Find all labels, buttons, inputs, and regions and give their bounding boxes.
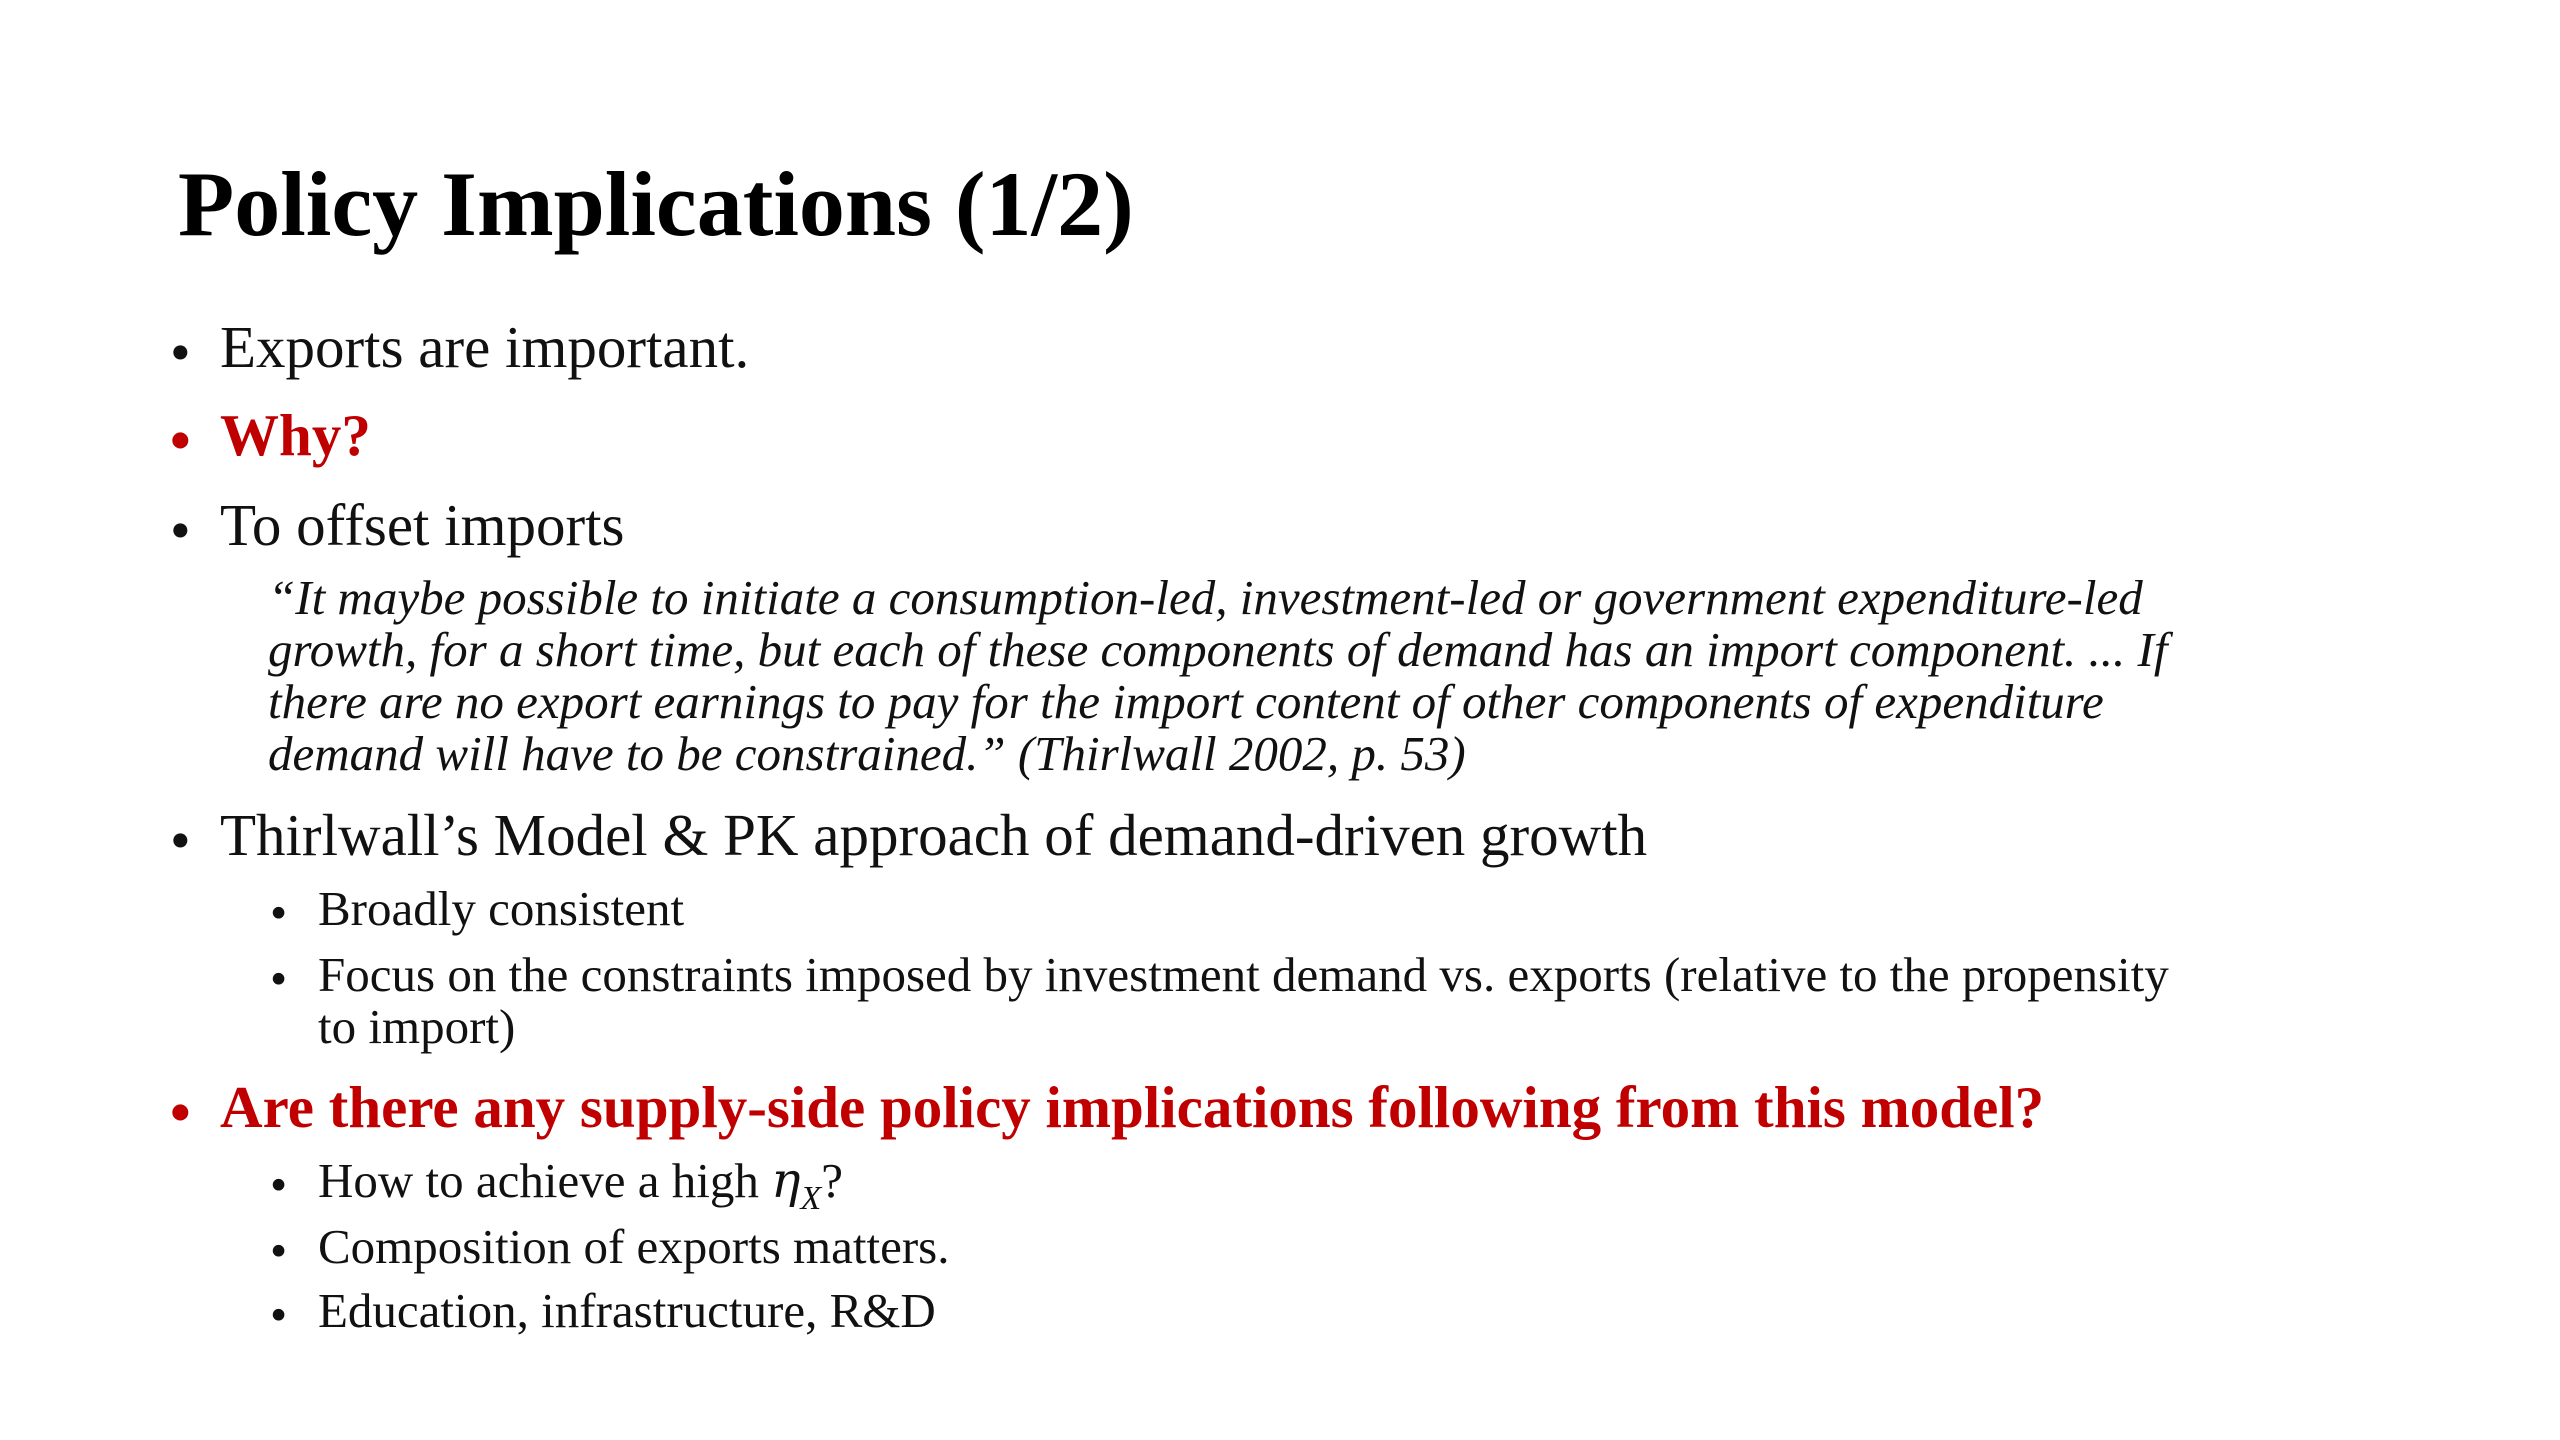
bullet-supply-side-question: Are there any supply-side policy implications following from this model? [220,1074,2045,1140]
sub-bullet-broadly-consistent: Broadly consistent [318,881,685,936]
bullet-offset-imports: To offset imports [220,492,625,558]
sub-bullet-marker: • [270,885,288,940]
bullet-why: Why? [220,402,371,468]
bullet-marker: • [170,407,191,473]
eta-symbol: η [771,1152,801,1209]
sub-bullet-marker: • [270,1287,288,1342]
sub-bullet-high-eta [318,1152,843,1217]
quote-line: “It maybe possible to initiate a consumption-led, investment-led or government expenditure-led [268,570,2143,625]
sub-bullet-high-eta-text: How to achieve a high [318,1153,772,1208]
quote-line: there are no export earnings to pay for the import content of other components of expenditure [268,674,2104,729]
bullet-exports-important: Exports are important. [220,314,750,380]
sub-bullet-education-infrastructure: Education, infrastructure, R&D [318,1283,936,1338]
sub-bullet-composition-exports: Composition of exports matters. [318,1219,950,1274]
eta-subscript: X [800,1180,822,1217]
slide-title: Policy Implications (1/2) [178,153,1134,255]
bullet-marker: • [170,497,191,563]
bullet-marker: • [170,319,191,385]
sub-bullet-marker: • [270,951,288,1006]
thirlwall-quote [268,572,2168,780]
bullet-marker: • [170,807,191,873]
quote-line: demand will have to be constrained.” (Thirlwall 2002, p. 53) [268,726,1466,781]
sub-bullet-focus-constraints-line1: Focus on the constraints imposed by investment demand vs. exports (relative to the propensity [318,947,2169,1002]
sub-bullet-focus-constraints-line2: to import) [318,999,516,1054]
sub-bullet-marker: • [270,1223,288,1278]
bullet-marker: • [170,1079,191,1145]
sub-bullet-high-eta-question-mark: ? [821,1153,843,1208]
sub-bullet-marker: • [270,1157,288,1212]
quote-line: growth, for a short time, but each of these components of demand has an import component. ... If [268,622,2168,677]
bullet-thirlwall-model: Thirlwall’s Model & PK approach of demand-driven growth [220,802,1648,868]
